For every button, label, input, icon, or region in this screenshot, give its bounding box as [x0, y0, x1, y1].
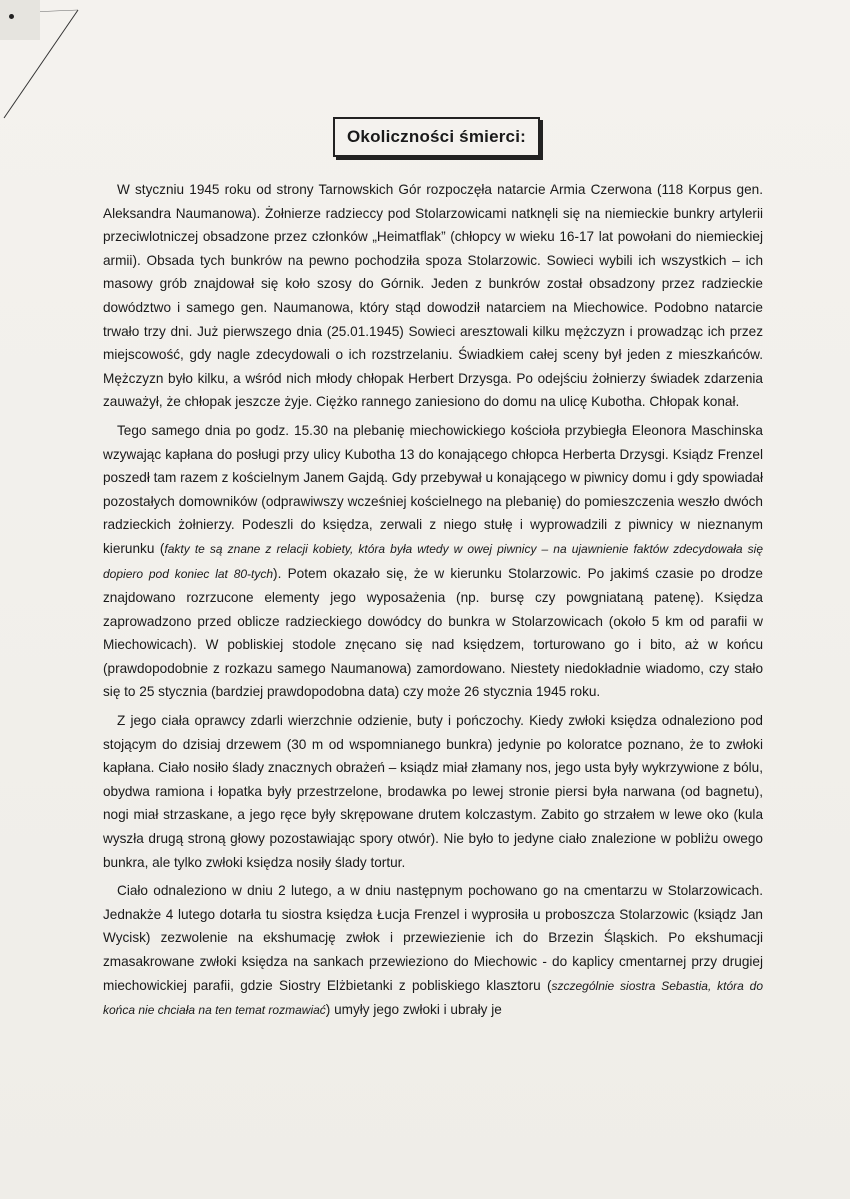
text-segment: Z jego ciała oprawcy zdarli wierzchnie odzienie, buty i pończochy. Kiedy zwłoki księdza odnaleziono pod stojącym do dzisiaj drzewem (30 m od wspomnianego bunkra) jedynie po koloratce poznano, że to zwłoki kapłana. Ciało nosiło ślady znacznych obrażeń – ksiądz miał złamany nos, jego usta były wykrzywione z bólu, obydwa ramiona i łopatka były przestrzelone, brodawka po lewej stronie piersi była narwana (od bagnetu), nogi miał strzaskane, a jego ręce były skrępowane drutem kolczastym. Zabito go strzałem w lewe oko (kula wyszła drugą stroną głowy pozostawiając spory otwór). Nie było to jedyne ciało znalezione w pobliżu owego bunkra, ale tylko zwłoki księdza nosiły ślady tortur.: [103, 713, 763, 870]
page-title: Okoliczności śmierci:: [347, 127, 526, 146]
paragraph: [103, 879, 763, 1023]
italic-note: fakty te są znane z relacji kobiety, która była wtedy w owej piwnicy – na ujawnienie faktów zdecydowała się dopiero pod koniec lat 80-tych: [103, 541, 763, 581]
text-segment: ). Potem okazało się, że w kierunku Stolarzowic. Po jakimś czasie po drodze znajdowano rozrzucone elementy jego wyposażenia (np. bursę czy powgniataną patenę). Księdza zaprowadzono przed oblicze radzieckiego dowódcy do bunkra w Stolarzowicach (około 5 km od parafii w Miechowicach). W pobliskiej stodole znęcano się nad księdzem, torturowano go i bito, aż w końcu (prawdopodobnie z rozkazu samego Naumanowa) zamordowano. Niestety niedokładnie wiadomo, czy stało się to 25 stycznia (bardziej prawdopodobna data) czy może 26 stycznia 1945 roku.: [103, 565, 763, 700]
punch-hole-mark: [9, 14, 14, 19]
text-segment: Ciało odnaleziono w dniu 2 lutego, a w dniu następnym pochowano go na cmentarzu w Stolarzowicach. Jednakże 4 lutego dotarła tu siostra księdza Łucja Frenzel i wyprosiła u proboszcza Stolarzowic (ksiądz Jan Wycisk) zezwolenie na ekshumację zwłok i przewiezienie ich do Brzezin Śląskich. Po ekshumacji zmasakrowane zwłoki księdza na sankach przewieziono do Miechowic - do kaplicy cmentarnej przy drugiej miechowickiej parafii, gdzie Siostry Elżbietanki z pobliskiego klasztoru (: [103, 883, 763, 993]
body-text: [103, 178, 763, 1023]
italic-note: szczególnie siostra Sebastia, która do końca nie chciała na ten temat rozmawiać: [103, 978, 763, 1018]
paragraph: [103, 178, 763, 414]
text-segment: ) umyły jego zwłoki i ubrały je: [325, 1002, 502, 1018]
text-segment: Tego samego dnia po godz. 15.30 na plebanię miechowickiego kościoła przybiegła Eleonora Maschinska wzywając kapłana do posługi przy ulicy Kubotha 13 do konającego chłopca Herberta Drzysgi. Ksiądz Frenzel poszedł tam razem z kościelnym Janem Gajdą. Gdy przebywał u konającego w piwnicy domu i gdy spowiadał pozostałych domowników (odprawiwszy wcześniej kościelnego na plebanię) do pomieszczenia weszło dwóch radzieckich żołnierzy. Podeszli do księdza, zerwali z niego stułę i wyprowadzili z piwnicy w nieznanym kierunku (: [103, 422, 763, 556]
paragraph: [103, 419, 763, 704]
title-box: [333, 117, 540, 157]
text-segment: W styczniu 1945 roku od strony Tarnowskich Gór rozpoczęła natarcie Armia Czerwona (118 Korpus gen. Aleksandra Naumanowa). Żołnierze radzieccy pod Stolarzowicami natknęli się na niemieckie bunkry artylerii przeciwlotniczej obsadzone przez członków „Heimatflak” (chłopcy w wieku 16-17 lat powołani do niemieckiej armii). Obsada tych bunkrów na pewno pochodziła spoza Stolarzowic. Sowieci wybili ich wszystkich – ich masowy grób znajdował się koło szosy do Górnik. Jeden z bunkrów został obsadzony przez radzieckie dowództwo i samego gen. Naumanowa, który stąd dowodził natarciem na Miechowice. Podobno natarcie trwało trzy dni. Już pierwszego dnia (25.01.1945) Sowieci aresztowali kilku mężczyzn i prowadząc ich przez miejscowość, gdy nagle zdecydowali o ich rozstrzelaniu. Świadkiem całej sceny był jeden z mieszkańców. Mężczyzn było kilku, a wśród nich młody chłopak Herbert Drzysga. Po odejściu żołnierzy świadek zdarzenia zauważył, że chłopak jeszcze żyje. Ciężko rannego zaniesiono do domu na ulicę Kubotha. Chłopak konał.: [103, 182, 763, 410]
paragraph: [103, 709, 763, 874]
